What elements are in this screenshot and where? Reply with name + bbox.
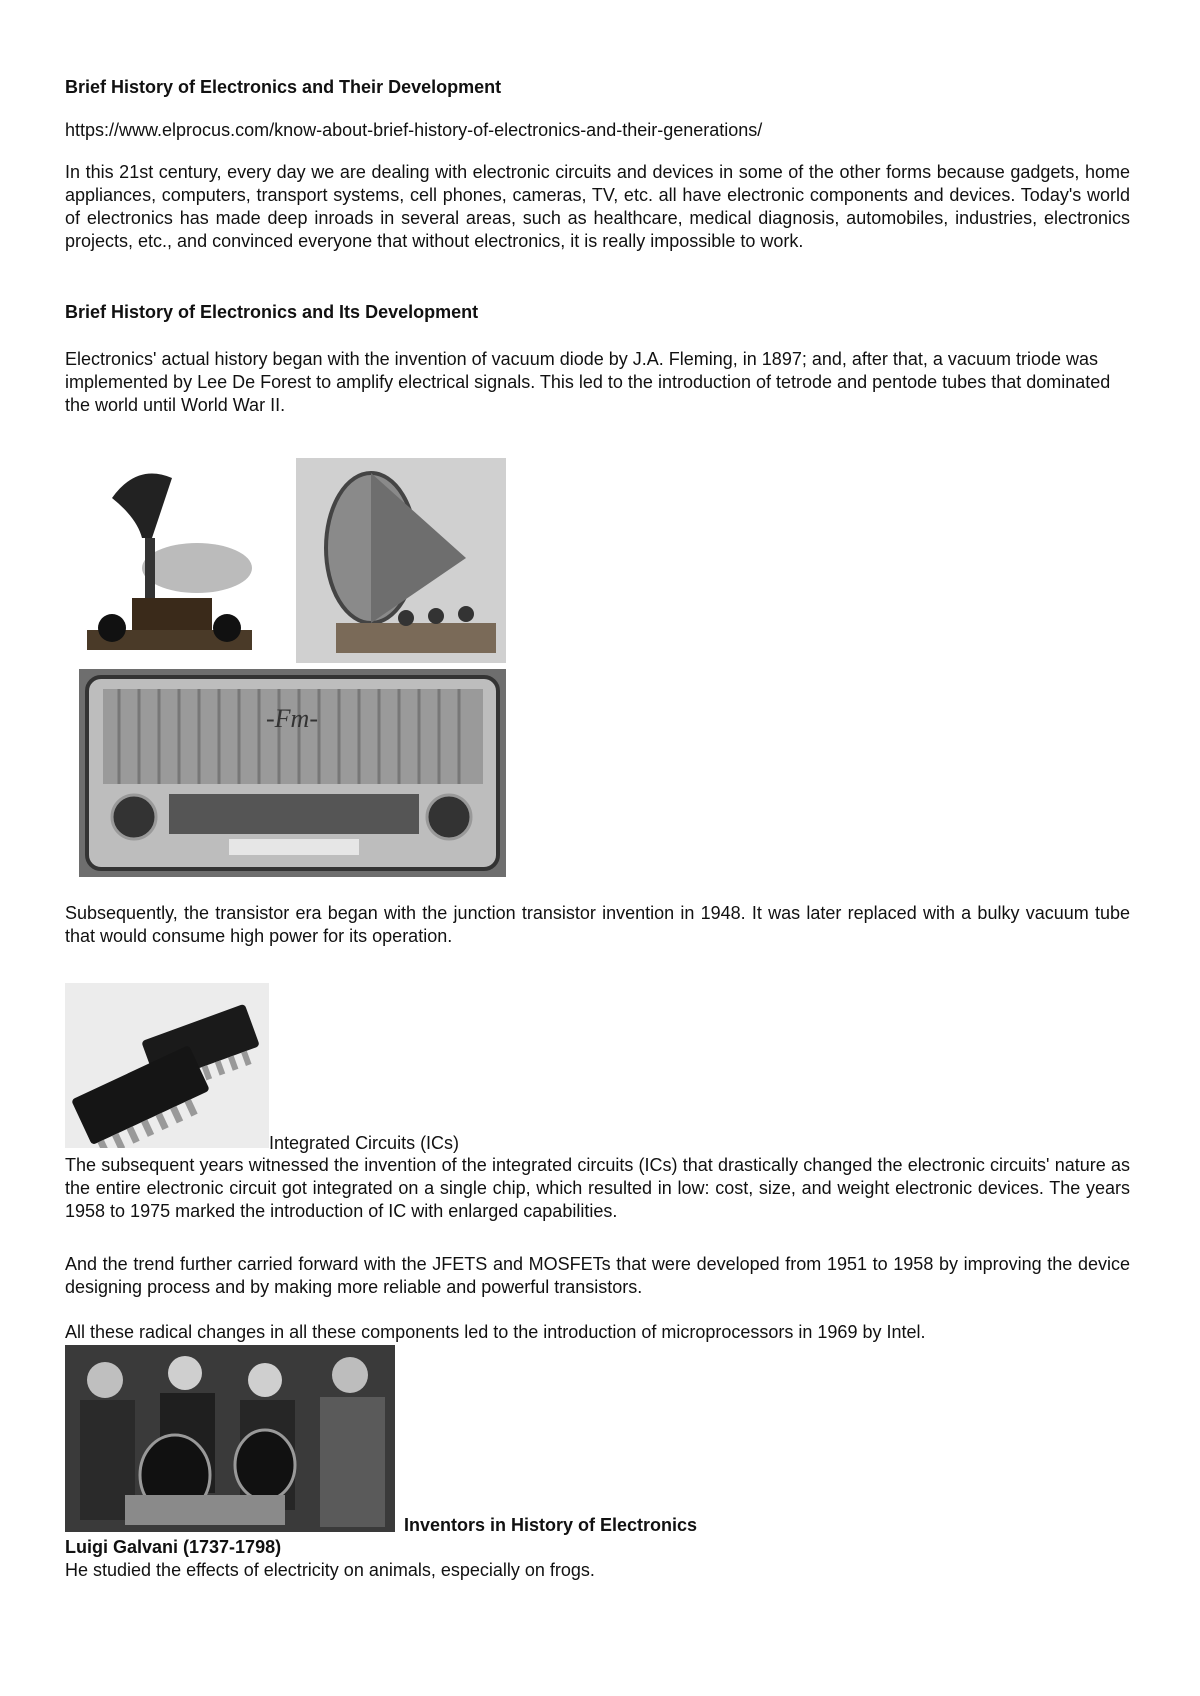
section-heading: Brief History of Electronics and Its Development — [65, 302, 479, 322]
intro-paragraph: In this 21st century, every day we are dealing with electronic circuits and devices in some of the other forms because gadgets, home appliances, computers, transport systems, cell phones, cameras, TV, etc. all have electronic components and devices. Today's world of electronics has made deep inroads in several areas, such as healthcare, medical diagnosis, automobiles, industries, electronics projects, etc., and convinced everyone that without electronics, it is really impossible to work. — [65, 162, 1130, 251]
page-title: Brief History of Electronics and Their Development — [65, 77, 502, 97]
history-paragraph: Electronics' actual history began with the invention of vacuum diode by J.A. Fleming, in 1897; and, after that, a vacuum triode was implemented by Lee De Forest to amplify electrical signals. This led to the introduction of tetrode and pentode tubes that dominated the world until World War II. — [65, 349, 1111, 415]
microprocessor-paragraph: All these radical changes in all these components led to the introduction of microprocessors in 1969 by Intel. — [65, 1322, 926, 1342]
horn-speaker-image — [296, 458, 506, 663]
inventors-photo — [65, 1345, 395, 1532]
galvani-heading: Luigi Galvani (1737-1798) — [65, 1537, 282, 1557]
ic-caption: Integrated Circuits (ICs) — [269, 1133, 460, 1153]
galvani-text: He studied the effects of electricity on animals, especially on frogs. — [65, 1560, 595, 1580]
source-url: https://www.elprocus.com/know-about-brief-history-of-electronics-and-their-generations/ — [65, 120, 763, 140]
ic-paragraph: The subsequent years witnessed the invention of the integrated circuits (ICs) that drastically changed the electronic circuits' nature as the entire electronic circuit got integrated on a single chip, which resulted in low: cost, size, and weight electronic devices. The years 1958 to 1975 marked the introduction of IC with enlarged capabilities. — [65, 1155, 1130, 1221]
fet-paragraph: And the trend further carried forward with the JFETS and MOSFETs that were developed from 1951 to 1958 by improving the device designing process and by making more reliable and powerful transistors. — [65, 1254, 1130, 1297]
vintage-radio-image — [79, 669, 506, 877]
transistor-paragraph: Subsequently, the transistor era began with the junction transistor invention in 1948. It was later replaced with a bulky vacuum tube that would consume high power for its operation. — [65, 903, 1130, 946]
inventors-caption: Inventors in History of Electronics — [404, 1515, 698, 1535]
radio-fm-label: -Fm- — [266, 704, 318, 733]
ic-chips-image — [65, 983, 269, 1148]
gramophone-image — [77, 458, 261, 663]
